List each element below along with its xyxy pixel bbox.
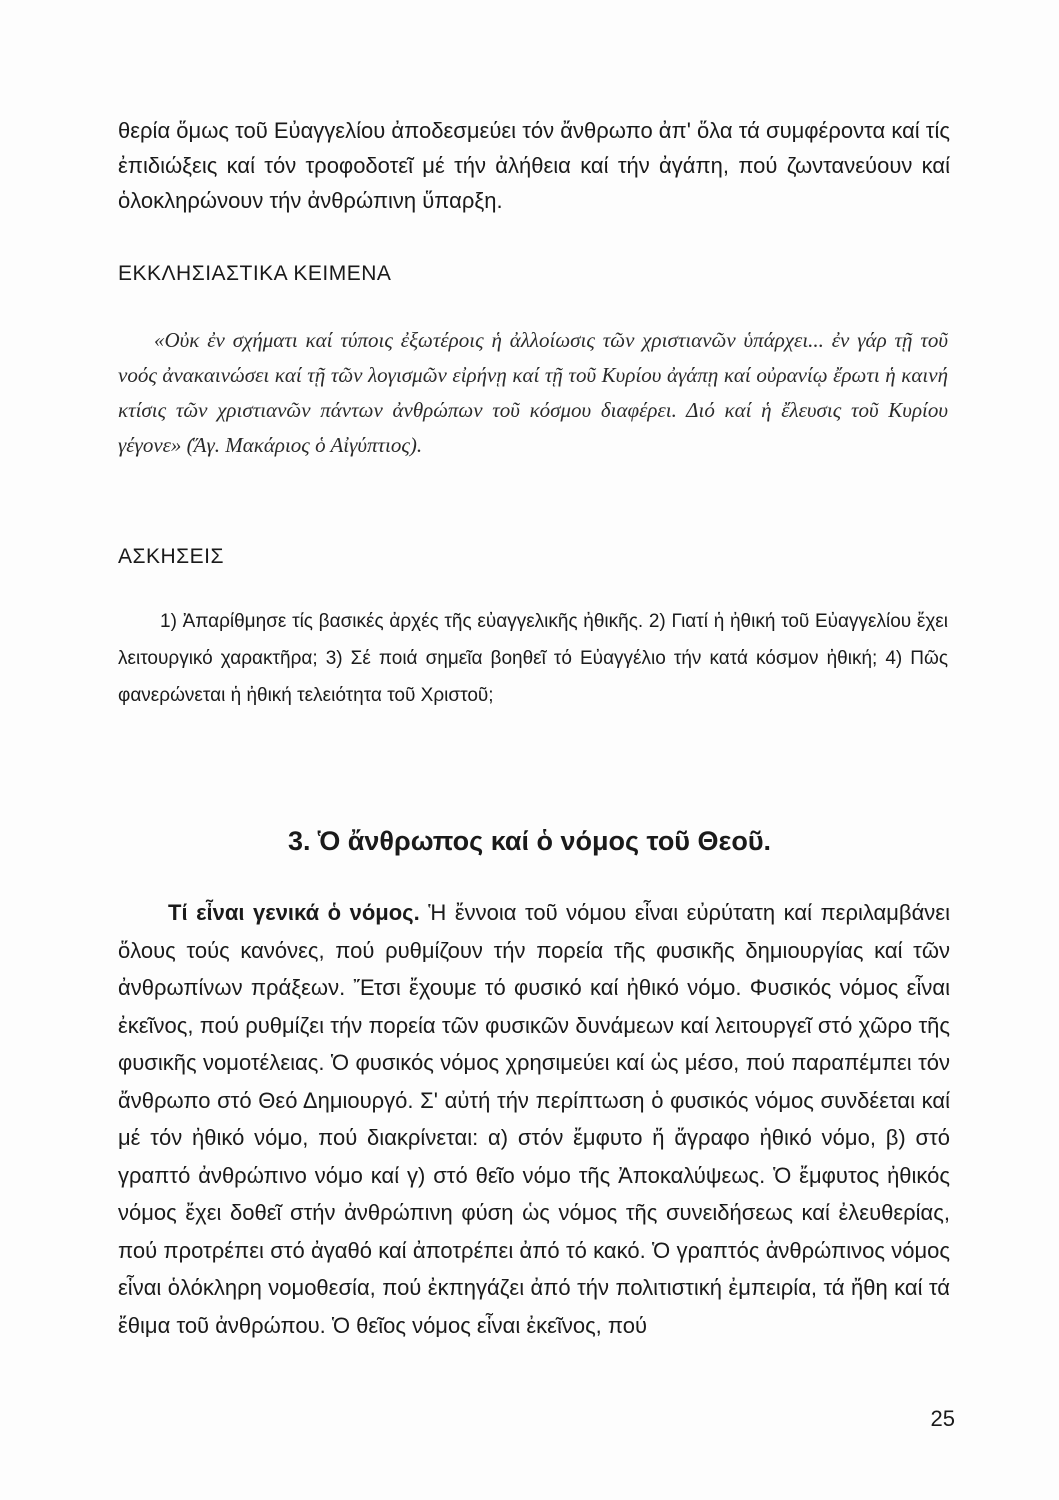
exercises-text: 1) Ἀπαρίθμησε τίς βασικές ἀρχές τῆς εὐαγγελικῆς ἠθικῆς. 2) Γιατί ἡ ἠθική τοῦ Εὐαγγελίου ἔχει λειτουργικό χαρακτῆρα; 3) Σέ ποιά σημεῖα βοηθεῖ τό Εὐαγγέλιο τήν κατά κόσμον ἠθική; 4) Πῶς φανερώνεται ἡ ἠθική τελειότητα τοῦ Χριστοῦ; [118,611,948,706]
ecclesiastical-texts-heading: ΕΚΚΛΗΣΙΑΣΤΙΚΑ ΚΕΙΜΕΝΑ [118,262,392,285]
chapter-title: 3. Ὁ ἄνθρωπος καί ὁ νόμος τοῦ Θεοῦ. [287,826,772,856]
intro-paragraph: θερία ὅμως τοῦ Εὐαγγελίου ἀποδεσμεύει τόν ἄνθρωπο ἀπ' ὅλα τά συμφέροντα καί τίς ἐπιδιώξεις καί τόν τροφοδοτεῖ μέ τήν ἀλήθεια καί τήν ἀγάπη, πού ζωντανεύουν καί ὁλοκληρώνουν τήν ἀνθρώπινη ὕπαρξη. [118,118,950,213]
chapter-body-text: Ἡ ἔννοια τοῦ νόμου εἶναι εὐρύτατη καί περιλαμβάνει ὅλους τούς κανόνες, πού ρυθμίζουν τήν πορεία τῆς φυσικῆς δημιουργίας καί τῶν ἀνθρωπίνων πράξεων. Ἔτσι ἔχουμε τό φυσικό καί ἠθικό νόμο. Φυσικός νόμος εἶναι ἐκεῖνος, πού ρυθμίζει τήν πορεία τῶν φυσικῶν δυνάμεων καί λειτουργεῖ στό χῶρο τῆς φυσικῆς νομοτέλειας. Ὁ φυσικός νόμος χρησιμεύει καί ὡς μέσο, πού παραπέμπει τόν ἄνθρωπο στό Θεό Δημιουργό. Σ' αὐτή τήν περίπτωση ὁ φυσικός νόμος συνδέεται καί μέ τόν ἠθικό νόμο, πού διακρίνεται: α) στόν ἔμφυτο ἤ ἄγραφο ἠθικό νόμο, β) στό γραπτό ἀνθρώπινο νόμο καί γ) στό θεῖο νόμο τῆς Ἀποκαλύψεως. Ὁ ἔμφυτος ἠθικός νόμος ἔχει δοθεῖ στήν ἀνθρώπινη φύση ὡς νόμος τῆς συνειδήσεως καί ἐλευθερίας, πού προτρέπει στό ἀγαθό καί ἀποτρέπει ἀπό τό κακό. Ὁ γραπτός ἀνθρώπινος νόμος εἶναι ὁλόκληρη νομοθεσία, πού ἐκπηγάζει ἀπό τήν πολιτιστική ἐμπειρία, τά ἤθη καί τά ἔθιμα τοῦ ἀνθρώπου. Ὁ θεῖος νόμος εἶναι ἐκεῖνος, πού [118,900,950,1338]
ecclesiastical-quote: «Οὐκ ἐν σχήματι καί τύποις ἐξωτέροις ἡ ἀλλοίωσις τῶν χριστιανῶν ὑπάρχει... ἐν γάρ τῇ τοῦ νοός ἀνακαινώσει καί τῇ τῶν λογισμῶν εἰρήνῃ καί τῇ τοῦ Κυρίου ἀγάπῃ καί οὐρανίῳ ἔρωτι ἡ καινή κτίσις τῶν χριστιανῶν πάντων ἀνθρώπων τοῦ κόσμου διαφέρει. Διό καί ἡ ἔλευσις τοῦ Κυρίου γέγονε» (Ἅγ. Μακάριος ὁ Αἰγύπτιος). [118,328,948,457]
chapter-body-paragraph [118,894,950,1344]
exercises-heading: ΑΣΚΗΣΕΙΣ [118,545,224,568]
chapter-lead-phrase: Τί εἶναι γενικά ὁ νόμος. [168,900,420,925]
page-number: 25 [930,1406,955,1431]
